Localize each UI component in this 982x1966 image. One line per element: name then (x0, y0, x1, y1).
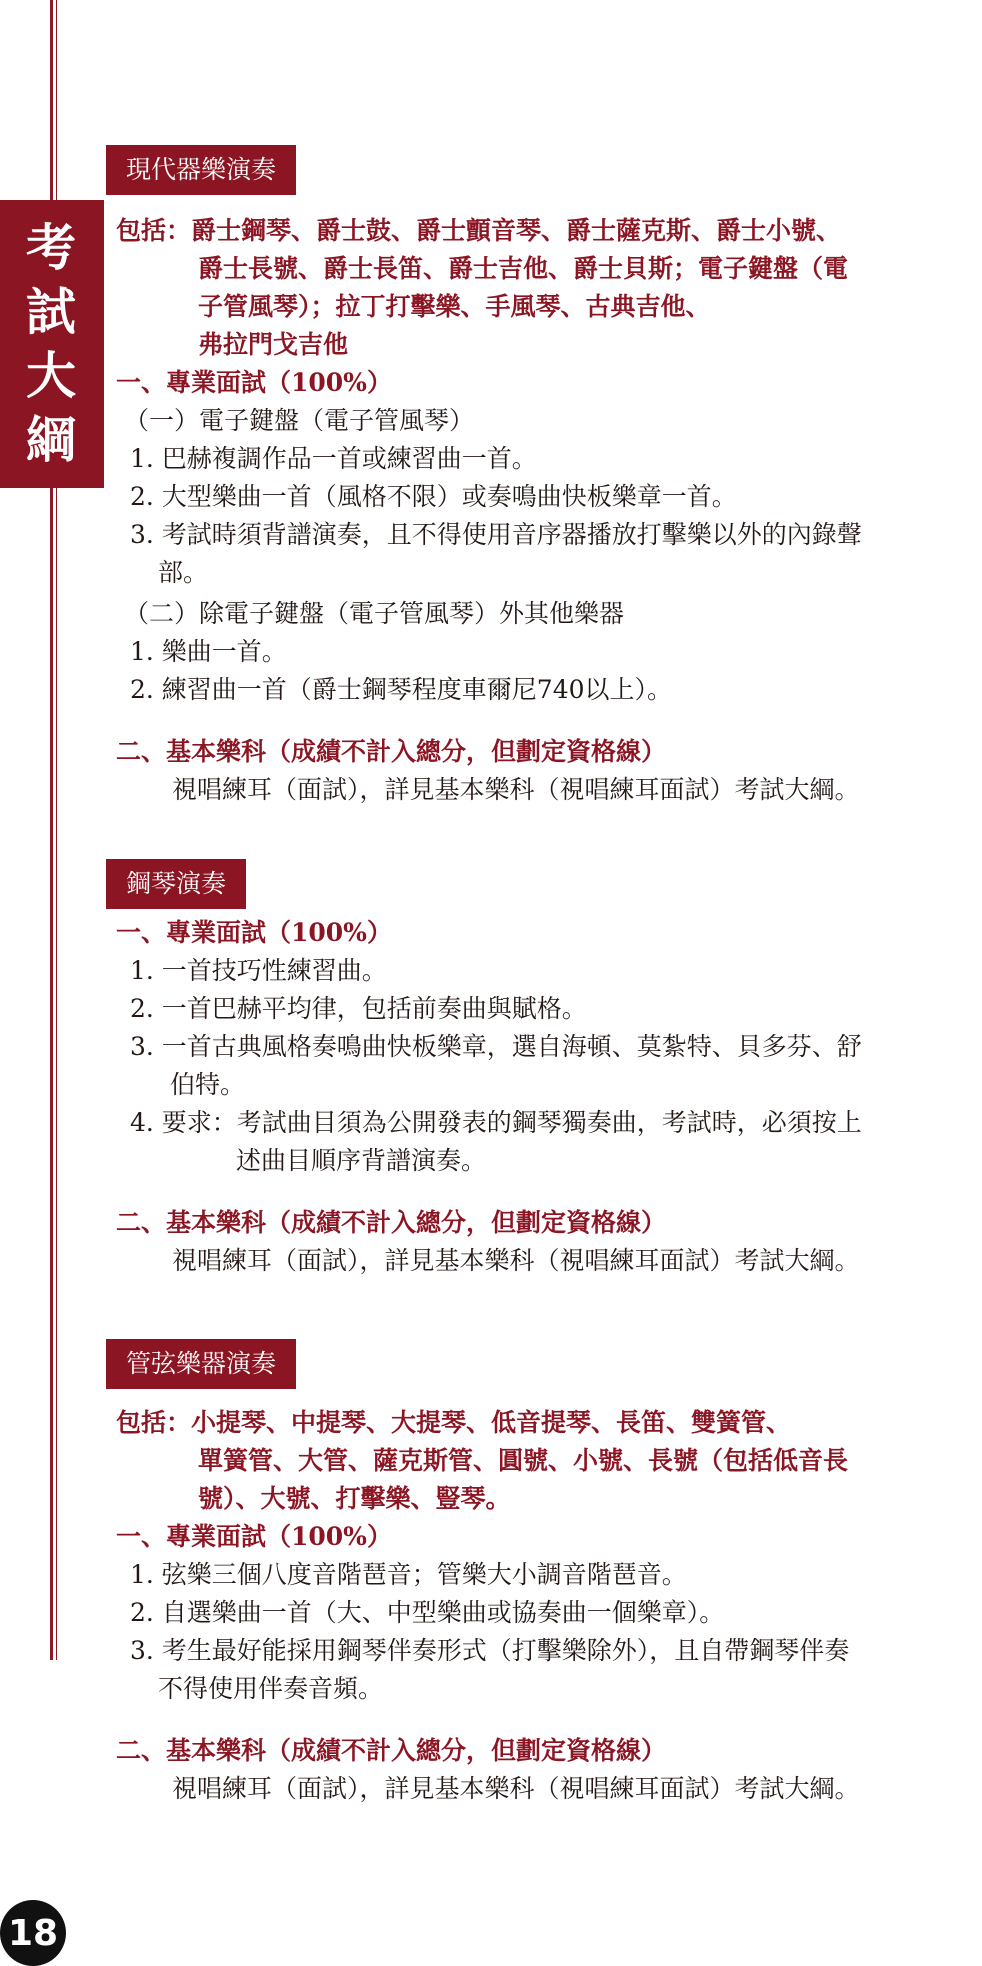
text-line: 伯特。 (170, 1070, 246, 1099)
text-line: 2. 自選樂曲一首（大、中型樂曲或協奏曲一個樂章）。 (130, 1598, 725, 1627)
text-line: 2. 一首巴赫平均律，包括前奏曲與賦格。 (130, 994, 587, 1023)
text-line: 爵士長號、爵士長笛、爵士吉他、爵士貝斯；電子鍵盤（電 (198, 254, 849, 283)
text-line: 部。 (158, 558, 209, 587)
text-line: 二、基本樂科（成績不計入總分，但劃定資格線） (116, 1208, 667, 1237)
text-line: 1. 一首技巧性練習曲。 (130, 956, 387, 985)
text-line: （二）除電子鍵盤（電子管風琴）外其他樂器 (124, 599, 625, 628)
text-line: 3. 考生最好能採用鋼琴伴奏形式（打擊樂除外），且自帶鋼琴伴奏 (130, 1636, 850, 1665)
text-line: 視唱練耳（面試），詳見基本樂科（視唱練耳面試）考試大綱。 (172, 1774, 860, 1803)
side-tab-char: 大 (26, 346, 78, 405)
text-line: 述曲目順序背譜演奏。 (236, 1146, 487, 1175)
text-line: 包括：小提琴、中提琴、大提琴、低音提琴、長笛、雙簧管、 (116, 1408, 792, 1437)
text-line: （一）電子鍵盤（電子管風琴） (124, 406, 475, 435)
text-line: 3. 考試時須背譜演奏，且不得使用音序器播放打擊樂以外的內錄聲 (130, 520, 862, 549)
text-line: 單簧管、大管、薩克斯管、圓號、小號、長號（包括低音長 (198, 1446, 849, 1475)
text-line: 一、專業面試（100%） (116, 368, 392, 397)
side-tab-char: 考 (26, 218, 78, 277)
section-tag-modern: 現代器樂演奏 (106, 145, 296, 195)
text-line: 1. 巴赫複調作品一首或練習曲一首。 (130, 444, 537, 473)
text-line: 視唱練耳（面試），詳見基本樂科（視唱練耳面試）考試大綱。 (172, 775, 860, 804)
text-line: 視唱練耳（面試），詳見基本樂科（視唱練耳面試）考試大綱。 (172, 1246, 860, 1275)
text-line: 不得使用伴奏音頻。 (158, 1674, 384, 1703)
text-line: 一、專業面試（100%） (116, 918, 392, 947)
text-line: 2. 練習曲一首（爵士鋼琴程度車爾尼740以上）。 (130, 675, 673, 704)
text-line: 包括：爵士鋼琴、爵士鼓、爵士顫音琴、爵士薩克斯、爵士小號、 (116, 216, 842, 245)
text-line: 4. 要求：考試曲目須為公開發表的鋼琴獨奏曲，考試時，必須按上 (130, 1108, 862, 1137)
text-line: 二、基本樂科（成績不計入總分，但劃定資格線） (116, 1736, 667, 1765)
side-tab-exam-outline (0, 200, 104, 488)
text-line: 1. 樂曲一首。 (130, 637, 287, 666)
text-line: 二、基本樂科（成績不計入總分，但劃定資格線） (116, 737, 667, 766)
text-line: 3. 一首古典風格奏鳴曲快板樂章，選自海頓、莫紮特、貝多芬、舒 (130, 1032, 862, 1061)
text-line: 號）、大號、打擊樂、豎琴。 (198, 1484, 511, 1513)
text-line: 弗拉門戈吉他 (198, 330, 349, 359)
text-line: 1. 弦樂三個八度音階琶音；管樂大小調音階琶音。 (130, 1560, 687, 1589)
page-number-badge: 18 (0, 1900, 66, 1966)
text-line: 2. 大型樂曲一首（風格不限）或奏鳴曲快板樂章一首。 (130, 482, 737, 511)
section-tag-orchestral: 管弦樂器演奏 (106, 1339, 296, 1389)
text-line: 子管風琴）；拉丁打擊樂、手風琴、古典吉他、 (198, 292, 711, 321)
side-tab-char: 綱 (26, 410, 78, 469)
section-tag-piano: 鋼琴演奏 (106, 859, 246, 909)
side-tab-char: 試 (26, 282, 78, 341)
text-line: 一、專業面試（100%） (116, 1522, 392, 1551)
